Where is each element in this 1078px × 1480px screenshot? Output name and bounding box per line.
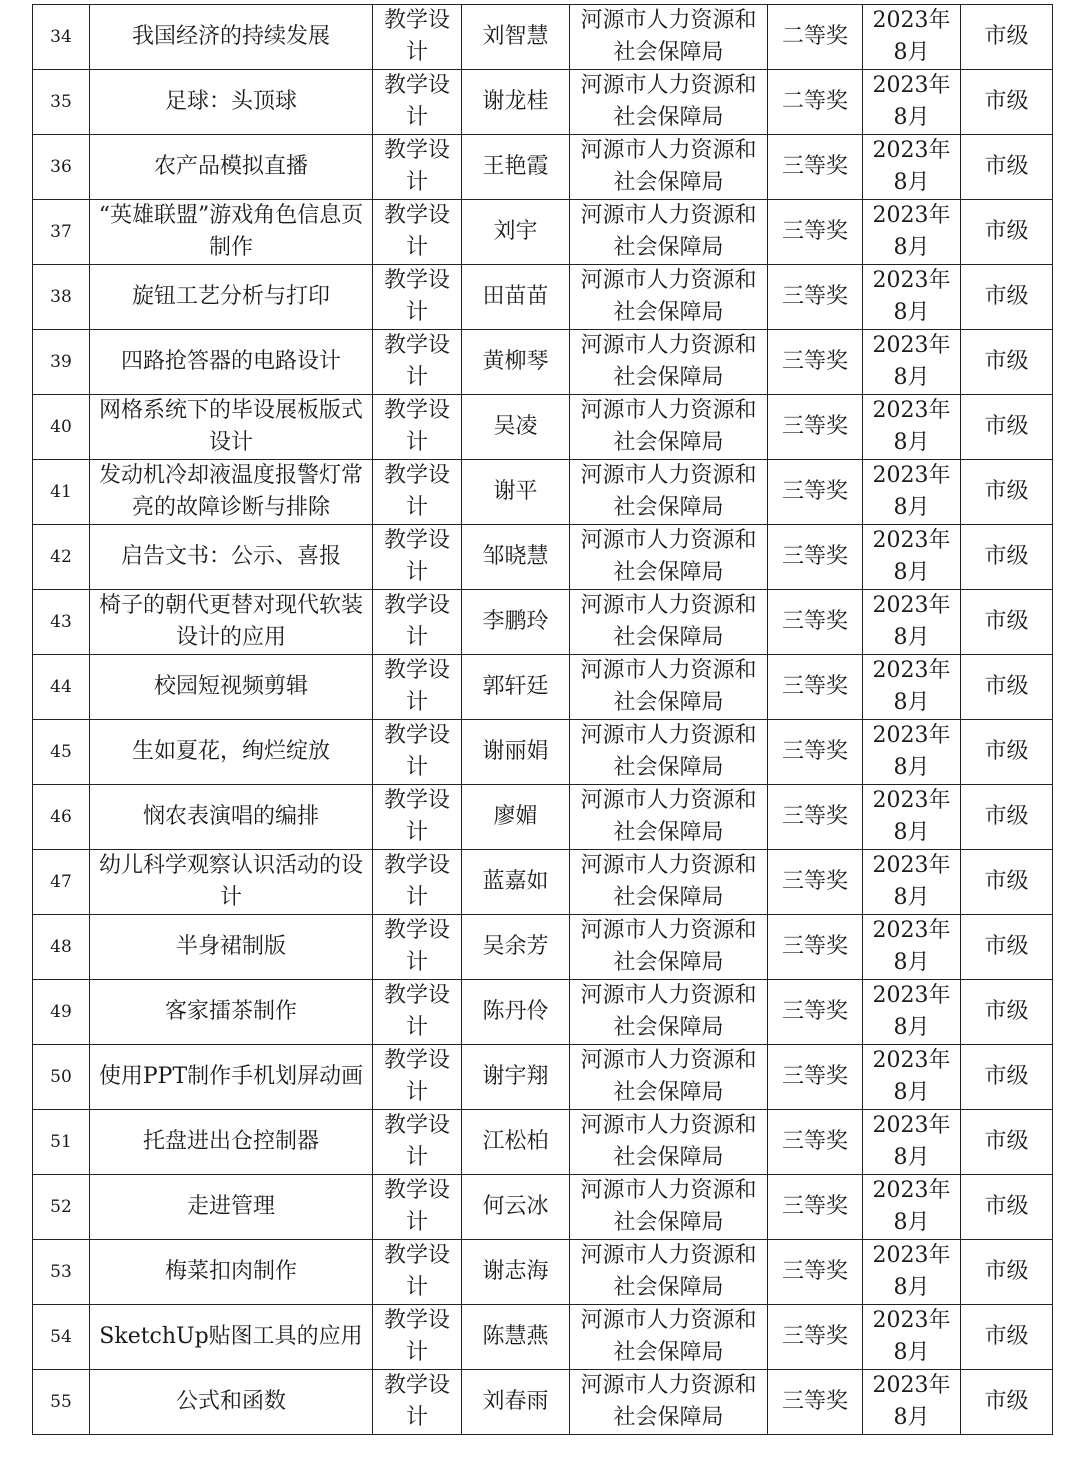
entry-type: 教学设计 <box>373 1370 462 1435</box>
issuing-organization: 河源市人力资源和社会保障局 <box>570 70 768 135</box>
award-grade: 三等奖 <box>768 200 863 265</box>
row-number: 52 <box>33 1175 90 1240</box>
entry-title: 农产品模拟直播 <box>90 135 373 200</box>
table-row <box>33 1370 1053 1435</box>
issuing-organization: 河源市人力资源和社会保障局 <box>570 5 768 70</box>
award-date: 2023年8月 <box>863 655 961 720</box>
row-number: 43 <box>33 590 90 655</box>
entry-type: 教学设计 <box>373 5 462 70</box>
entry-title: 悯农表演唱的编排 <box>90 785 373 850</box>
entry-type: 教学设计 <box>373 265 462 330</box>
award-grade: 三等奖 <box>768 395 863 460</box>
issuing-organization: 河源市人力资源和社会保障局 <box>570 1240 768 1305</box>
award-date: 2023年8月 <box>863 330 961 395</box>
award-date: 2023年8月 <box>863 525 961 590</box>
table-row <box>33 785 1053 850</box>
award-date: 2023年8月 <box>863 1240 961 1305</box>
entry-title: 托盘进出仓控制器 <box>90 1110 373 1175</box>
issuing-organization: 河源市人力资源和社会保障局 <box>570 1305 768 1370</box>
author-name: 陈丹伶 <box>462 980 570 1045</box>
issuing-organization: 河源市人力资源和社会保障局 <box>570 395 768 460</box>
author-name: 陈慧燕 <box>462 1305 570 1370</box>
award-grade: 三等奖 <box>768 915 863 980</box>
row-number: 42 <box>33 525 90 590</box>
row-number: 46 <box>33 785 90 850</box>
entry-title: 客家擂茶制作 <box>90 980 373 1045</box>
award-date: 2023年8月 <box>863 460 961 525</box>
award-level: 市级 <box>961 200 1053 265</box>
table-row <box>33 395 1053 460</box>
award-grade: 三等奖 <box>768 590 863 655</box>
entry-title: 椅子的朝代更替对现代软装设计的应用 <box>90 590 373 655</box>
author-name: 刘宇 <box>462 200 570 265</box>
award-grade: 三等奖 <box>768 1045 863 1110</box>
row-number: 51 <box>33 1110 90 1175</box>
award-grade: 三等奖 <box>768 1305 863 1370</box>
award-grade: 三等奖 <box>768 460 863 525</box>
author-name: 刘智慧 <box>462 5 570 70</box>
entry-type: 教学设计 <box>373 70 462 135</box>
entry-type: 教学设计 <box>373 655 462 720</box>
entry-title: 公式和函数 <box>90 1370 373 1435</box>
award-grade: 三等奖 <box>768 1110 863 1175</box>
award-level: 市级 <box>961 330 1053 395</box>
award-grade: 三等奖 <box>768 720 863 785</box>
author-name: 谢志海 <box>462 1240 570 1305</box>
award-level: 市级 <box>961 395 1053 460</box>
row-number: 53 <box>33 1240 90 1305</box>
award-grade: 三等奖 <box>768 265 863 330</box>
table-row <box>33 525 1053 590</box>
award-grade: 三等奖 <box>768 1175 863 1240</box>
entry-type: 教学设计 <box>373 135 462 200</box>
award-level: 市级 <box>961 590 1053 655</box>
award-grade: 三等奖 <box>768 1240 863 1305</box>
award-level: 市级 <box>961 785 1053 850</box>
table-row <box>33 1110 1053 1175</box>
row-number: 55 <box>33 1370 90 1435</box>
award-level: 市级 <box>961 1110 1053 1175</box>
award-grade: 三等奖 <box>768 980 863 1045</box>
table-row <box>33 330 1053 395</box>
row-number: 45 <box>33 720 90 785</box>
issuing-organization: 河源市人力资源和社会保障局 <box>570 1175 768 1240</box>
entry-type: 教学设计 <box>373 1240 462 1305</box>
author-name: 谢宇翔 <box>462 1045 570 1110</box>
issuing-organization: 河源市人力资源和社会保障局 <box>570 1045 768 1110</box>
entry-type: 教学设计 <box>373 1110 462 1175</box>
award-date: 2023年8月 <box>863 1045 961 1110</box>
entry-type: 教学设计 <box>373 395 462 460</box>
award-level: 市级 <box>961 265 1053 330</box>
award-date: 2023年8月 <box>863 915 961 980</box>
row-number: 34 <box>33 5 90 70</box>
award-grade: 二等奖 <box>768 5 863 70</box>
award-table <box>32 4 1053 1435</box>
award-date: 2023年8月 <box>863 70 961 135</box>
table-row <box>33 655 1053 720</box>
award-date: 2023年8月 <box>863 1370 961 1435</box>
table-row <box>33 1175 1053 1240</box>
table-row <box>33 915 1053 980</box>
entry-type: 教学设计 <box>373 200 462 265</box>
entry-title: 旋钮工艺分析与打印 <box>90 265 373 330</box>
row-number: 54 <box>33 1305 90 1370</box>
author-name: 田苗苗 <box>462 265 570 330</box>
issuing-organization: 河源市人力资源和社会保障局 <box>570 265 768 330</box>
award-level: 市级 <box>961 915 1053 980</box>
award-grade: 三等奖 <box>768 1370 863 1435</box>
issuing-organization: 河源市人力资源和社会保障局 <box>570 200 768 265</box>
issuing-organization: 河源市人力资源和社会保障局 <box>570 1370 768 1435</box>
row-number: 35 <box>33 70 90 135</box>
table-row <box>33 1305 1053 1370</box>
author-name: 郭轩廷 <box>462 655 570 720</box>
author-name: 吴余芳 <box>462 915 570 980</box>
award-level: 市级 <box>961 720 1053 785</box>
entry-title: 校园短视频剪辑 <box>90 655 373 720</box>
issuing-organization: 河源市人力资源和社会保障局 <box>570 980 768 1045</box>
table-row <box>33 5 1053 70</box>
award-date: 2023年8月 <box>863 265 961 330</box>
entry-type: 教学设计 <box>373 460 462 525</box>
entry-title: 走进管理 <box>90 1175 373 1240</box>
award-level: 市级 <box>961 525 1053 590</box>
author-name: 江松柏 <box>462 1110 570 1175</box>
award-grade: 三等奖 <box>768 655 863 720</box>
award-date: 2023年8月 <box>863 590 961 655</box>
award-date: 2023年8月 <box>863 1305 961 1370</box>
author-name: 刘春雨 <box>462 1370 570 1435</box>
entry-title: SketchUp贴图工具的应用 <box>90 1305 373 1370</box>
entry-type: 教学设计 <box>373 1175 462 1240</box>
entry-type: 教学设计 <box>373 1305 462 1370</box>
row-number: 49 <box>33 980 90 1045</box>
award-date: 2023年8月 <box>863 5 961 70</box>
author-name: 蓝嘉如 <box>462 850 570 915</box>
award-date: 2023年8月 <box>863 1110 961 1175</box>
award-grade: 三等奖 <box>768 135 863 200</box>
issuing-organization: 河源市人力资源和社会保障局 <box>570 850 768 915</box>
award-date: 2023年8月 <box>863 200 961 265</box>
award-level: 市级 <box>961 70 1053 135</box>
table-row <box>33 265 1053 330</box>
award-date: 2023年8月 <box>863 850 961 915</box>
award-level: 市级 <box>961 460 1053 525</box>
entry-type: 教学设计 <box>373 915 462 980</box>
entry-type: 教学设计 <box>373 720 462 785</box>
award-level: 市级 <box>961 655 1053 720</box>
entry-title: 发动机冷却液温度报警灯常亮的故障诊断与排除 <box>90 460 373 525</box>
award-table-body <box>33 5 1053 1435</box>
award-grade: 三等奖 <box>768 785 863 850</box>
award-date: 2023年8月 <box>863 1175 961 1240</box>
table-row <box>33 1045 1053 1110</box>
issuing-organization: 河源市人力资源和社会保障局 <box>570 330 768 395</box>
row-number: 37 <box>33 200 90 265</box>
row-number: 36 <box>33 135 90 200</box>
table-row <box>33 720 1053 785</box>
entry-title: 网格系统下的毕设展板版式设计 <box>90 395 373 460</box>
entry-type: 教学设计 <box>373 1045 462 1110</box>
award-date: 2023年8月 <box>863 980 961 1045</box>
award-level: 市级 <box>961 1045 1053 1110</box>
author-name: 王艳霞 <box>462 135 570 200</box>
entry-title: 启告文书：公示、喜报 <box>90 525 373 590</box>
award-grade: 三等奖 <box>768 850 863 915</box>
row-number: 50 <box>33 1045 90 1110</box>
entry-title: 半身裙制版 <box>90 915 373 980</box>
issuing-organization: 河源市人力资源和社会保障局 <box>570 135 768 200</box>
award-date: 2023年8月 <box>863 720 961 785</box>
entry-type: 教学设计 <box>373 590 462 655</box>
entry-type: 教学设计 <box>373 525 462 590</box>
row-number: 48 <box>33 915 90 980</box>
table-row <box>33 135 1053 200</box>
table-row <box>33 1240 1053 1305</box>
author-name: 谢平 <box>462 460 570 525</box>
issuing-organization: 河源市人力资源和社会保障局 <box>570 655 768 720</box>
author-name: 吴凌 <box>462 395 570 460</box>
author-name: 邹晓慧 <box>462 525 570 590</box>
row-number: 39 <box>33 330 90 395</box>
row-number: 41 <box>33 460 90 525</box>
award-grade: 三等奖 <box>768 525 863 590</box>
table-row <box>33 980 1053 1045</box>
entry-type: 教学设计 <box>373 850 462 915</box>
table-row <box>33 590 1053 655</box>
issuing-organization: 河源市人力资源和社会保障局 <box>570 915 768 980</box>
entry-title: 使用PPT制作手机划屏动画 <box>90 1045 373 1110</box>
award-date: 2023年8月 <box>863 135 961 200</box>
table-row <box>33 70 1053 135</box>
issuing-organization: 河源市人力资源和社会保障局 <box>570 460 768 525</box>
entry-title: 我国经济的持续发展 <box>90 5 373 70</box>
entry-title: “英雄联盟”游戏角色信息页制作 <box>90 200 373 265</box>
entry-title: 幼儿科学观察认识活动的设计 <box>90 850 373 915</box>
author-name: 谢龙桂 <box>462 70 570 135</box>
table-row <box>33 200 1053 265</box>
award-level: 市级 <box>961 1175 1053 1240</box>
row-number: 40 <box>33 395 90 460</box>
entry-type: 教学设计 <box>373 330 462 395</box>
award-level: 市级 <box>961 980 1053 1045</box>
table-row <box>33 460 1053 525</box>
author-name: 黄柳琴 <box>462 330 570 395</box>
award-level: 市级 <box>961 850 1053 915</box>
entry-title: 生如夏花，绚烂绽放 <box>90 720 373 785</box>
issuing-organization: 河源市人力资源和社会保障局 <box>570 525 768 590</box>
row-number: 47 <box>33 850 90 915</box>
award-date: 2023年8月 <box>863 395 961 460</box>
award-level: 市级 <box>961 135 1053 200</box>
award-date: 2023年8月 <box>863 785 961 850</box>
entry-title: 梅菜扣肉制作 <box>90 1240 373 1305</box>
award-level: 市级 <box>961 1370 1053 1435</box>
award-level: 市级 <box>961 1305 1053 1370</box>
entry-type: 教学设计 <box>373 980 462 1045</box>
author-name: 廖媚 <box>462 785 570 850</box>
award-level: 市级 <box>961 1240 1053 1305</box>
entry-type: 教学设计 <box>373 785 462 850</box>
award-grade: 三等奖 <box>768 330 863 395</box>
table-row <box>33 850 1053 915</box>
issuing-organization: 河源市人力资源和社会保障局 <box>570 720 768 785</box>
issuing-organization: 河源市人力资源和社会保障局 <box>570 785 768 850</box>
award-level: 市级 <box>961 5 1053 70</box>
author-name: 谢丽娟 <box>462 720 570 785</box>
issuing-organization: 河源市人力资源和社会保障局 <box>570 1110 768 1175</box>
issuing-organization: 河源市人力资源和社会保障局 <box>570 590 768 655</box>
row-number: 38 <box>33 265 90 330</box>
entry-title: 足球：头顶球 <box>90 70 373 135</box>
author-name: 何云冰 <box>462 1175 570 1240</box>
author-name: 李鹏玲 <box>462 590 570 655</box>
row-number: 44 <box>33 655 90 720</box>
award-grade: 二等奖 <box>768 70 863 135</box>
entry-title: 四路抢答器的电路设计 <box>90 330 373 395</box>
